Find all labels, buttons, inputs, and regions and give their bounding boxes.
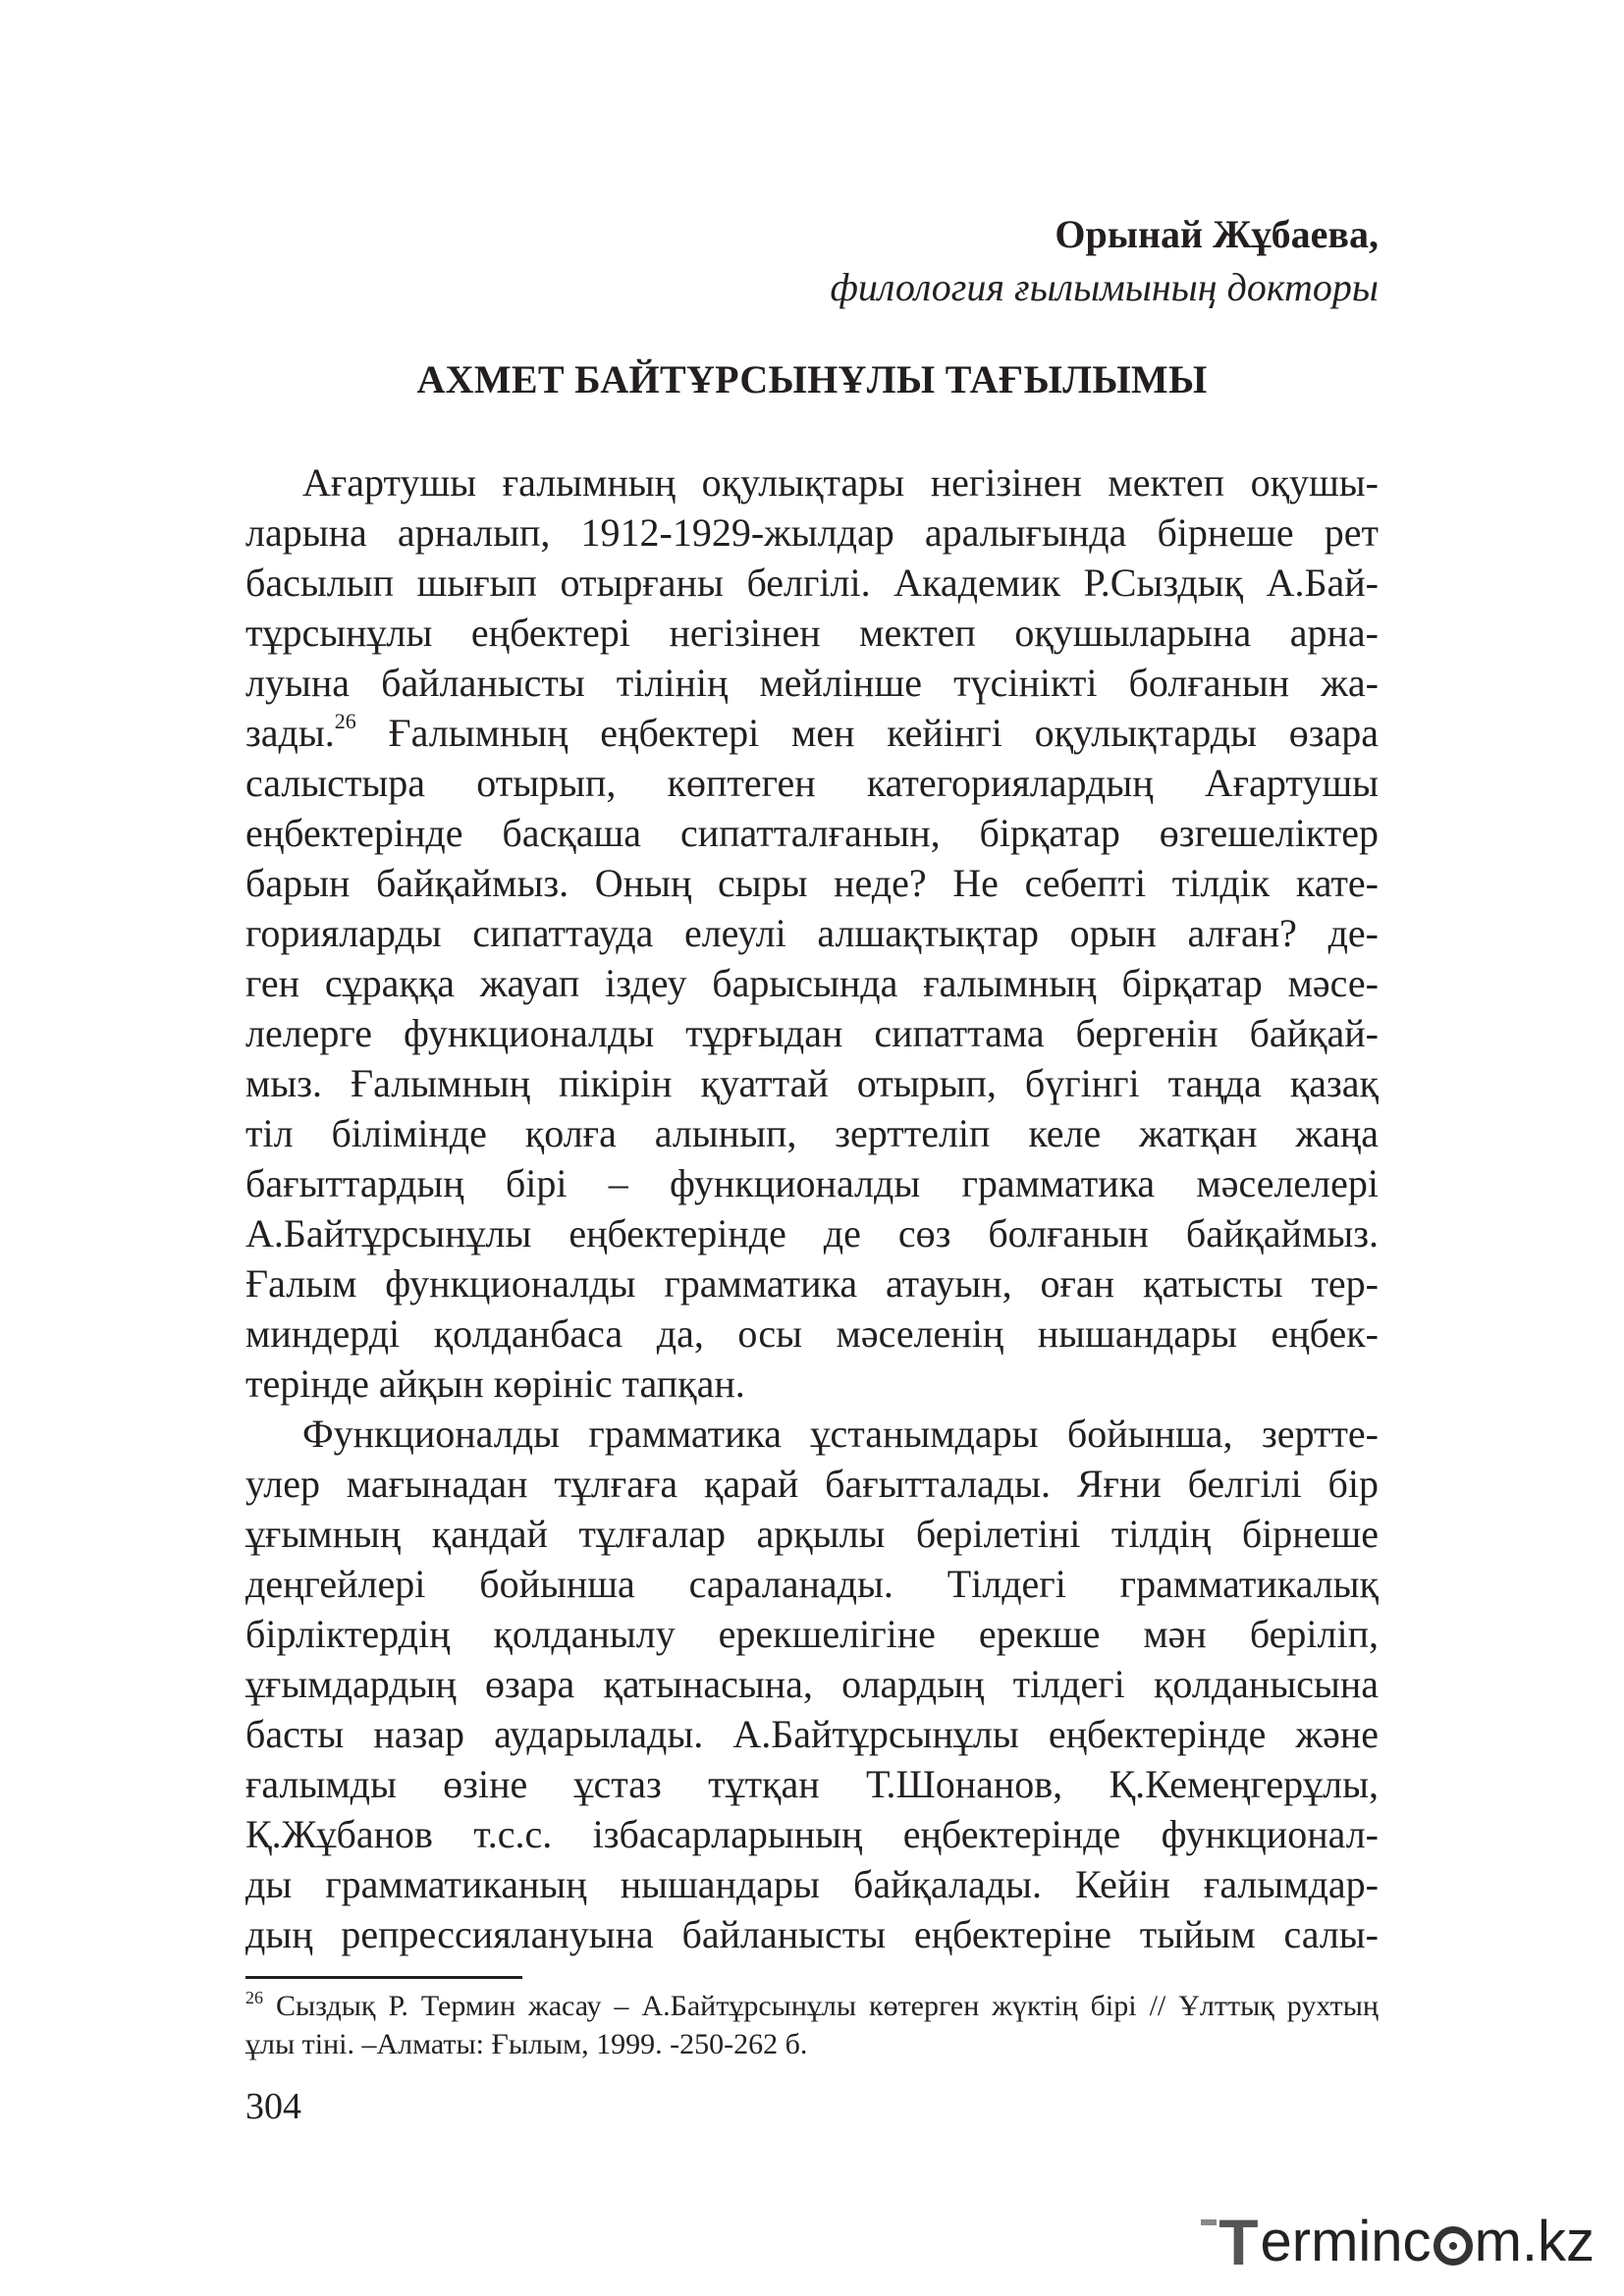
author-title: филология ғылымының докторы	[830, 265, 1379, 309]
text-line: дың репрессиялануына байланысты еңбектеріне тыйым салы-	[245, 1912, 1379, 1956]
text-line-with-footnote	[245, 708, 1379, 758]
text-line: улер мағынадан тұлғаға қарай бағытталады. Яғни белгілі бір	[245, 1462, 1379, 1506]
footnote-text: Сыздық Р. Термин жасау – А.Байтұрсынұлы көтерген жүктің бірі // Ұлттық рухтың	[263, 1990, 1379, 2022]
logo-text-domain: m.kz	[1474, 2210, 1595, 2273]
text-line: ген сұраққа жауап іздеу барысында ғалымның бірқатар мәсе-	[245, 961, 1379, 1005]
text-line: ғалымды өзіне ұстаз тұтқан Т.Шонанов, Қ.Кемеңгерұлы,	[245, 1762, 1379, 1806]
text-line: терінде айқын көрініс тапқан.	[245, 1362, 745, 1406]
text-line: Қ.Жұбанов т.с.с. ізбасарларының еңбектерінде функционал-	[245, 1812, 1379, 1856]
author-name: Орынай Жұбаева,	[1055, 212, 1379, 256]
text-line: басылып шығып отырғаны белгілі. Академик Р.Сыздық А.Бай-	[245, 561, 1379, 605]
text-line: миндерді қолданбаса да, осы мәселенің нышандары еңбек-	[245, 1311, 1379, 1356]
text-line: барын байқаймыз. Оның сыры неде? Не себепті тілдік кате-	[245, 861, 1379, 905]
text-line: Ағартушы ғалымның оқулықтары негізінен мектеп оқушы-	[302, 460, 1379, 505]
text-line: А.Байтұрсынұлы еңбектерінде де сөз болғанын байқаймыз.	[245, 1211, 1379, 1255]
text-line: лелерге функционалды тұрғыдан сипаттама бергенін байқай-	[245, 1011, 1379, 1055]
text-line: ұғымдардың өзара қатынасына, олардың тілдегі қолданысына	[245, 1662, 1379, 1706]
footnote-divider	[245, 1976, 522, 1979]
text-line: басты назар аударылады. А.Байтұрсынұлы еңбектерінде және	[245, 1712, 1379, 1756]
text-line: горияларды сипаттауда елеулі алшақтықтар орын алған? де-	[245, 911, 1379, 955]
text-line: ұғымның қандай тұлғалар арқылы берілетіні тілдің бірнеше	[245, 1512, 1379, 1556]
text-line: мыз. Ғалымның пікірін қуаттай отырып, бүгінгі таңда қазақ	[245, 1061, 1379, 1105]
text-line: тұрсынұлы еңбектері негізінен мектеп оқушыларына арна-	[245, 611, 1379, 655]
text-line: еңбектерінде басқаша сипатталғанын, бірқатар өзгешеліктер	[245, 811, 1379, 855]
termincom-logo	[1218, 2206, 1595, 2278]
paragraph-1	[245, 457, 1379, 1409]
text-line: Ғалым функционалды грамматика атауын, оған қатысты тер-	[245, 1261, 1379, 1306]
logo-text: erminc	[1260, 2210, 1432, 2273]
page-number: 304	[245, 2086, 301, 2127]
text-line: салыстыра отырып, көптеген категориялардың Ағартушы	[245, 761, 1379, 805]
text-line: бағыттардың бірі – функционалды грамматика мәселелері	[245, 1161, 1379, 1205]
text-line: ды грамматиканың нышандары байқалады. Кейін ғалымдар-	[245, 1862, 1379, 1906]
text-line: тіл білімінде қолға алынып, зерттеліп келе жатқан жаңа	[245, 1111, 1379, 1155]
author-block	[831, 208, 1379, 314]
footnote-reference[interactable]: 26	[334, 709, 356, 733]
text-line: бірліктердің қолданылу ерекшелігіне ерекше мән беріліп,	[245, 1612, 1379, 1656]
logo-o-icon	[1434, 2226, 1473, 2266]
text-line: Функционалды грамматика ұстанымдары бойынша, зертте-	[302, 1412, 1379, 1456]
text-line: ларына арналып, 1912-1929-жылдар аралығында бірнеше рет	[245, 510, 1379, 555]
article-body	[245, 457, 1379, 1959]
footnote-line: ұлы тіні. –Алматы: Ғылым, 1999. -250-262 б.	[245, 2028, 808, 2060]
footnote-number: 26	[245, 1988, 263, 2007]
text-fragment: Ғалымның еңбектері мен кейінгі оқулықтарды өзара	[355, 711, 1379, 755]
article-title: АХМЕТ БАЙТҰРСЫНҰЛЫ ТАҒЫЛЫМЫ	[416, 357, 1208, 401]
footnote-line	[245, 1987, 1379, 2025]
text-line: деңгейлері бойынша сараланады. Тілдегі грамматикалық	[245, 1562, 1379, 1606]
logo-letter-t: T	[1218, 2206, 1259, 2278]
text-fragment: зады.	[245, 711, 335, 755]
paragraph-2	[245, 1409, 1379, 1959]
footnote	[245, 1987, 1379, 2063]
text-line: луына байланысты тілінің мейлінше түсінікті болғанын жа-	[245, 661, 1379, 705]
